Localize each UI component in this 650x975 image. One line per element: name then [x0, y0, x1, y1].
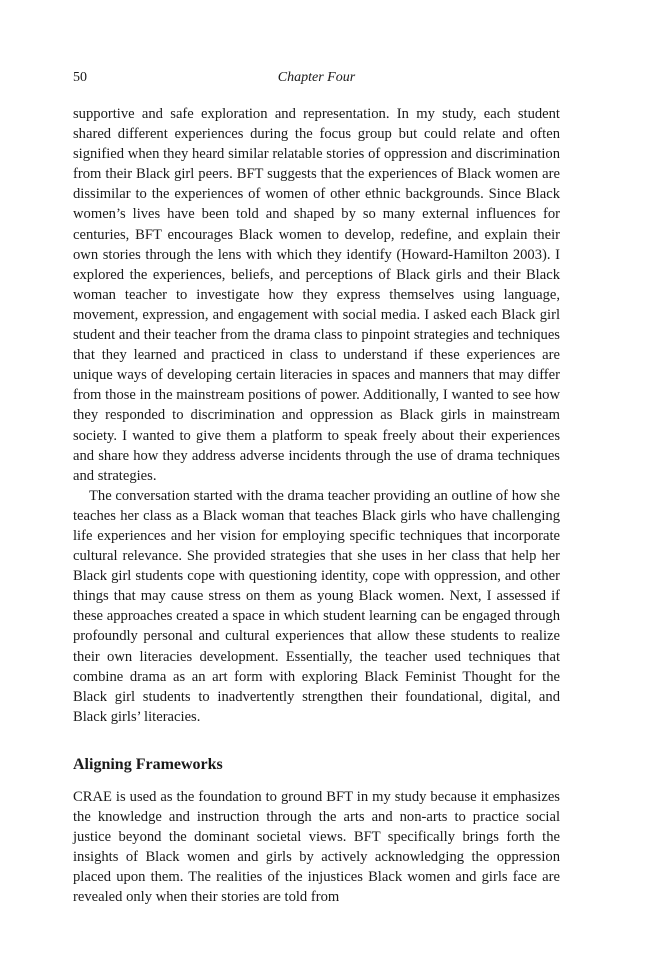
chapter-title: Chapter Four — [277, 70, 356, 85]
body-paragraph-1: supportive and safe exploration and representation. In my study, each student shared different experiences during the focus group but could relate and often signified when they heard similar relatable stories of oppression and discrimination from their Black girl peers. BFT suggests that the experiences of Black women are dissimilar to the experiences of women of other ethnic backgrounds. Since Black women’s lives have been told and shaped by so many external influences for centuries, BFT encourages Black women to develop, redefine, and explain their own stories through the lens with which they identify (Howard-Hamilton 2003). I explored the experiences, beliefs, and perceptions of Black girls and their Black woman teacher to investigate how they express themselves using language, movement, expression, and engagement with social media. I asked each Black girl student and their teacher from the drama class to pinpoint strategies and techniques that they learned and practiced in class to understand if these experiences are unique ways of developing certain literacies in spaces and manners that may differ from those in the mainstream positions of power. Additionally, I wanted to see how they responded to discrimination and oppression as Black girls in mainstream society. I wanted to give them a platform to speak freely about their experiences and share how they address adverse incidents through the use of drama techniques and strategies. — [73, 106, 560, 484]
book-page — [73, 70, 560, 907]
body-paragraph-2: The conversation started with the drama teacher providing an outline of how she teaches her class as a Black woman that teaches Black girls who have challenging life experiences and her vision for employing specific techniques that incorporate cultural relevance. She provided strategies that she uses in her class that help her Black girl students cope with questioning identity, cope with oppression, and other things that may cause stress on them as young Black women. Next, I assessed if these approaches created a space in which student learning can be engaged through profoundly personal and cultural experiences that allow these students to realize their own literacies development. Essentially, the teacher used techniques that combine drama as an art form with exploring Black Feminist Thought for the Black girl students to inadvertently strengthen their foundational, digital, and Black girls’ literacies. — [73, 487, 560, 725]
running-head — [73, 70, 560, 88]
body-paragraph-3: CRAE is used as the foundation to ground BFT in my study because it emphasizes the knowledge and instruction through the arts and non-arts to practice social justice beyond the dominant societal views. BFT specifically brings forth the insights of Black women and girls by actively acknowledging the oppression placed upon them. The realities of the injustices Black women and girls face are revealed only when their stories are told from — [73, 788, 560, 906]
page-number: 50 — [73, 70, 87, 85]
section-heading: Aligning Frameworks — [73, 755, 223, 773]
